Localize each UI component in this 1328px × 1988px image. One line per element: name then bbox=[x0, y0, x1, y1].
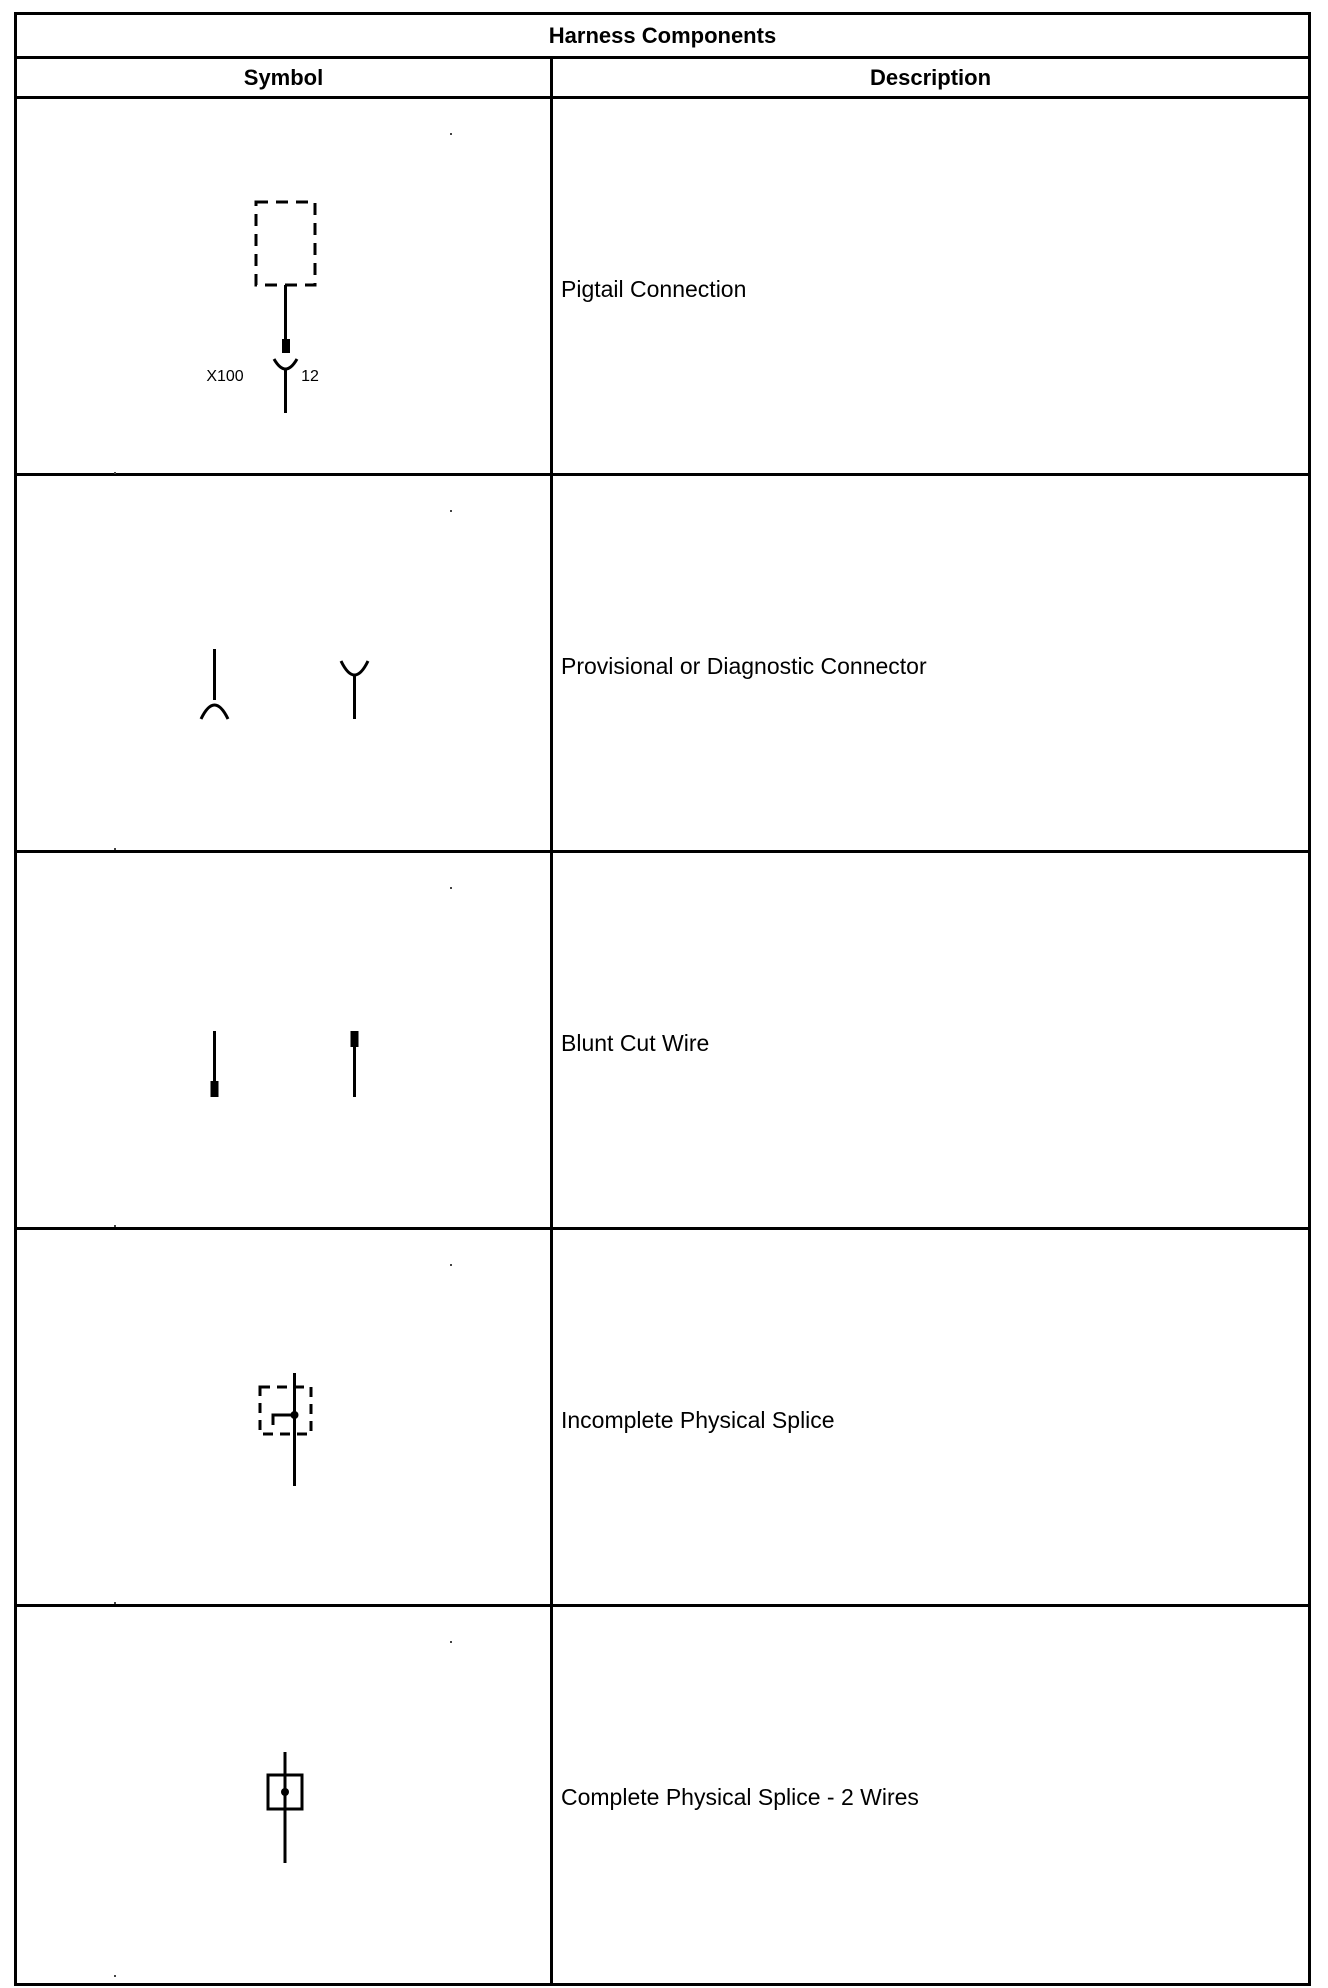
table-row bbox=[17, 853, 1308, 1230]
provisional-diagnostic-connector-icon bbox=[17, 476, 550, 850]
table-header-row bbox=[17, 59, 1308, 99]
symbol-cell bbox=[17, 1607, 550, 1984]
description-cell bbox=[550, 1607, 1308, 1984]
corner-mark bbox=[450, 133, 452, 135]
description-cell bbox=[550, 476, 1308, 850]
description-cell bbox=[550, 99, 1308, 473]
table-title: Harness Components bbox=[17, 15, 1308, 59]
description-text: Blunt Cut Wire bbox=[561, 1030, 710, 1056]
corner-mark bbox=[114, 848, 116, 850]
description-text: Complete Physical Splice - 2 Wires bbox=[561, 1784, 919, 1810]
symbol-column-header: Symbol bbox=[243, 64, 324, 90]
table-row bbox=[17, 476, 1308, 853]
symbol-cell bbox=[17, 476, 550, 850]
description-text: Provisional or Diagnostic Connector bbox=[561, 653, 927, 679]
symbol-cell bbox=[17, 99, 550, 473]
pigtail-connection-icon bbox=[17, 99, 550, 473]
corner-mark bbox=[114, 1975, 116, 1977]
table-row bbox=[17, 99, 1308, 476]
harness-components-table bbox=[14, 12, 1311, 1986]
description-cell bbox=[550, 1230, 1308, 1604]
corner-mark bbox=[450, 1641, 452, 1643]
complete-physical-splice-icon bbox=[17, 1607, 550, 1981]
blunt-cut-wire-icon bbox=[17, 853, 550, 1227]
description-column-header: Description bbox=[550, 59, 1308, 96]
description-text: Pigtail Connection bbox=[561, 276, 747, 302]
table-row bbox=[17, 1230, 1308, 1607]
description-text: Incomplete Physical Splice bbox=[561, 1407, 835, 1433]
corner-mark bbox=[114, 1602, 116, 1604]
corner-mark bbox=[450, 887, 452, 889]
corner-mark bbox=[114, 1225, 116, 1227]
pin-label: 12 bbox=[301, 368, 319, 385]
symbol-cell bbox=[17, 853, 550, 1227]
corner-mark bbox=[114, 472, 116, 474]
description-cell bbox=[550, 853, 1308, 1227]
connector-label: X100 bbox=[206, 368, 244, 385]
table-row bbox=[17, 1607, 1308, 1984]
incomplete-physical-splice-icon bbox=[17, 1230, 550, 1604]
corner-mark bbox=[450, 510, 452, 512]
symbol-cell bbox=[17, 1230, 550, 1604]
corner-mark bbox=[450, 1264, 452, 1266]
